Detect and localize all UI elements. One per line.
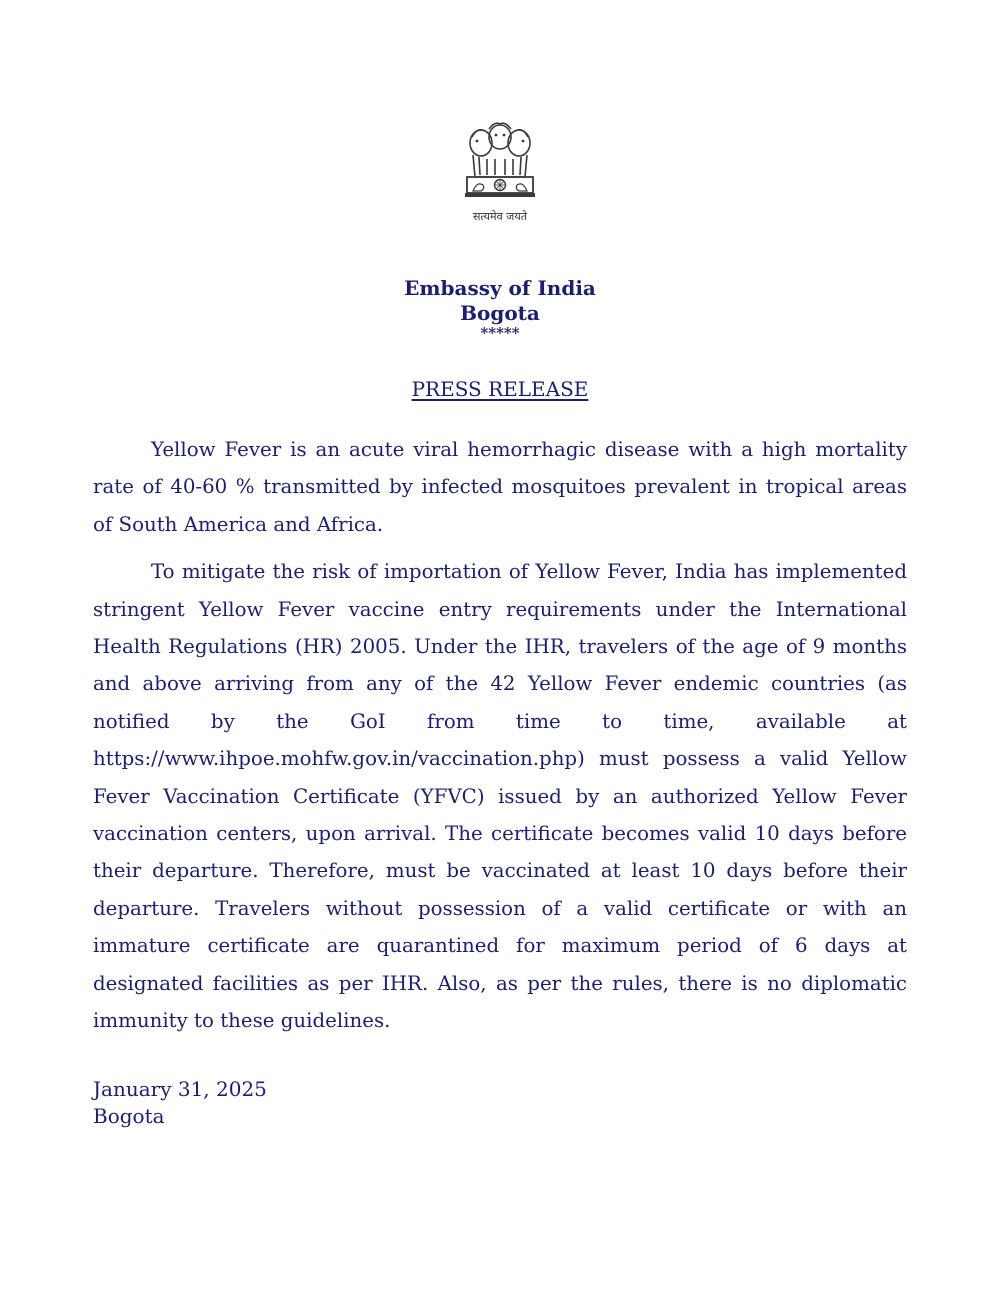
letterhead [0,276,1000,340]
separator-stars: ***** [480,324,520,342]
paragraph-2: To mitigate the risk of importation of Yellow Fever, India has implemented stringent Yellow Fever vaccine entry requirements under the International Health Regulations (HR) 2005. Under the IHR, travelers of the age of 9 months and above arriving from any of the 42 Yellow Fever endemic countries (as notified by the GoI from time to time, available at https://www.ihpoe.mohfw.gov.in/vaccination.php) must possess a valid Yellow Fever Vaccination Certificate (YFVC) issued by an authorized Yellow Fever vaccination centers, upon arrival. The certificate becomes valid 10 days before their departure. Therefore, must be vaccinated at least 10 days before their departure. Travelers without possession of a valid certificate or with an immature certificate are quarantined for maximum period of 6 days at designated facilities as per IHR. Also, as per the rules, there is no diplomatic immunity to these guidelines. [93,560,907,1033]
release-place: Bogota [93,1104,165,1128]
paragraph-1: Yellow Fever is an acute viral hemorrhagic disease with a high mortality rate of 40-60 % transmitted by infected mosquitoes prevalent in tropical areas of South America and Africa. [93,438,907,536]
embassy-city: Bogota [460,301,540,325]
release-date: January 31, 2025 [93,1077,267,1101]
body [93,431,907,1050]
signoff [93,1076,267,1130]
embassy-name: Embassy of India [404,276,596,300]
motto-text: सत्यमेव जयते [472,210,528,223]
document-title: PRESS RELEASE [411,377,589,401]
state-emblem-icon [455,115,545,230]
